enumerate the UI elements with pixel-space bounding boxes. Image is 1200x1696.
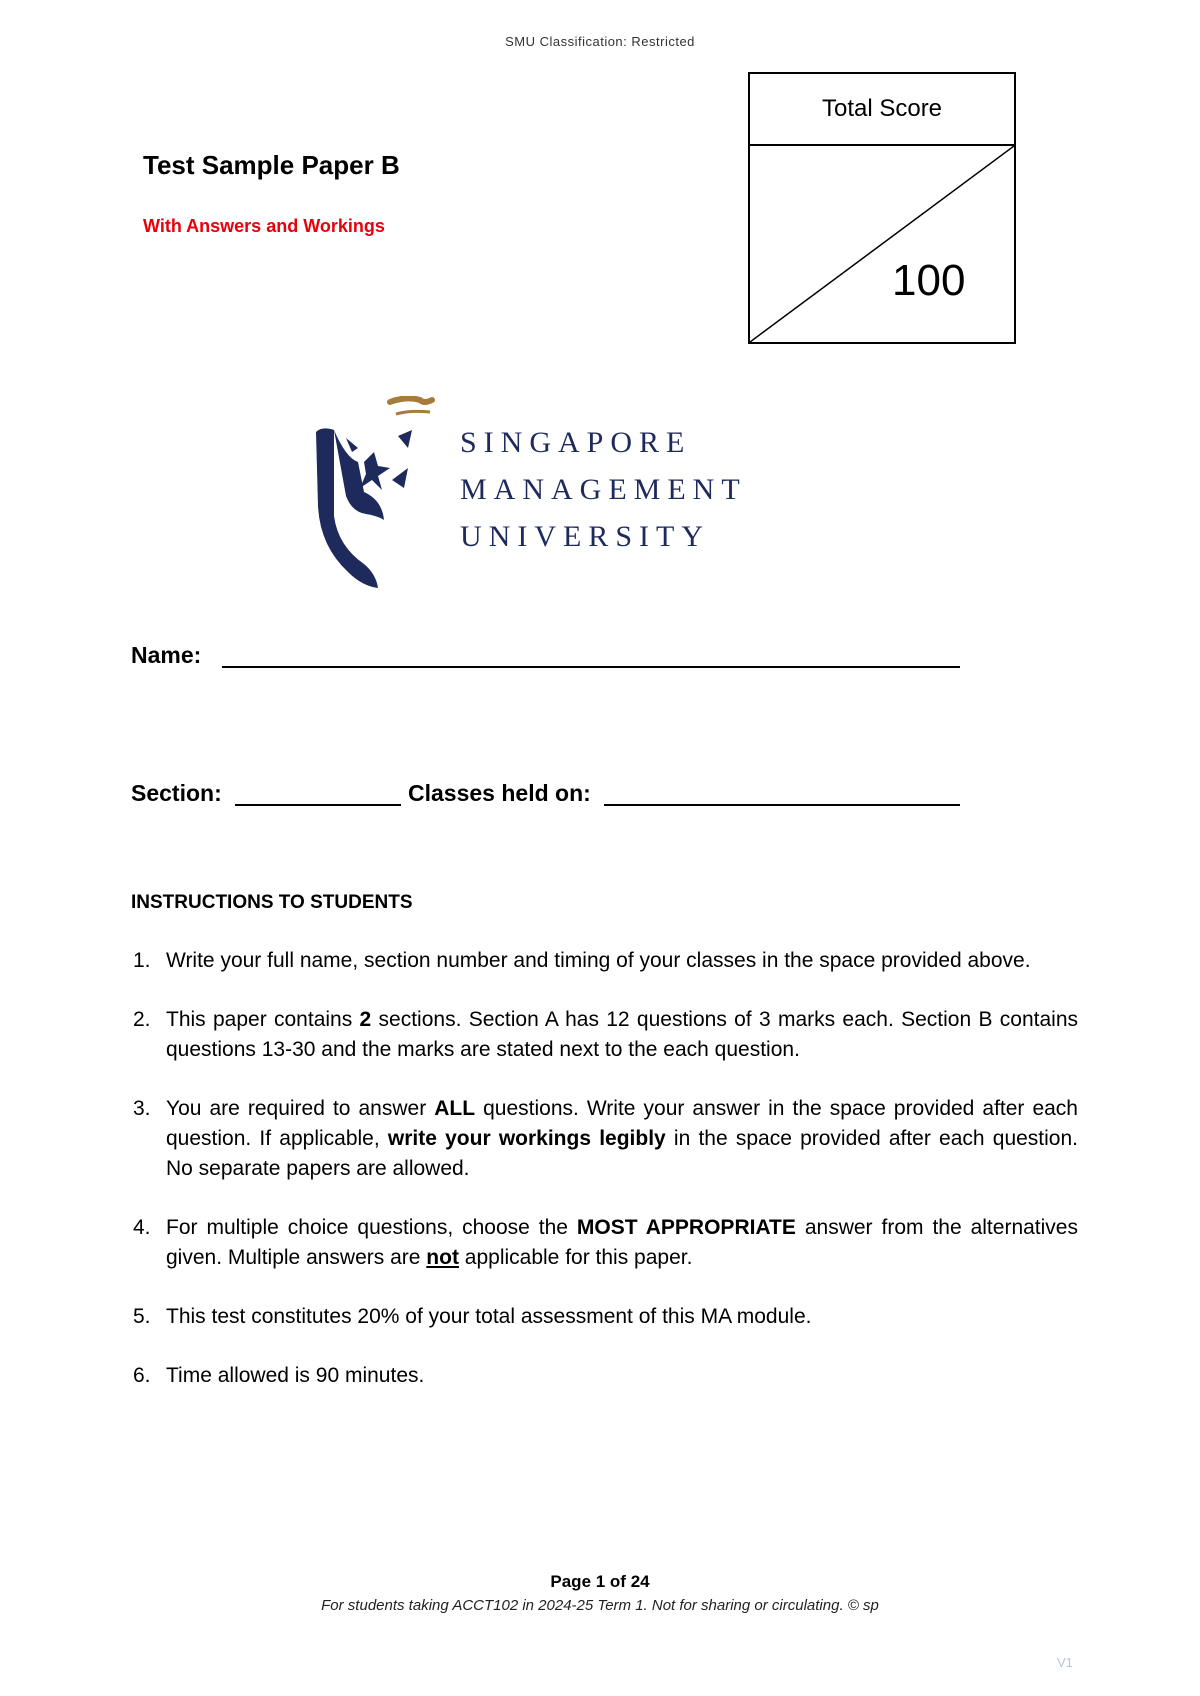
page-number: Page 1 of 24 bbox=[550, 1572, 650, 1591]
section-field[interactable] bbox=[235, 804, 401, 806]
instruction-item bbox=[133, 1213, 1078, 1273]
instruction-text: in the space provided after each question. No separate papers are allowed. bbox=[166, 1127, 1079, 1180]
name-field[interactable] bbox=[222, 666, 960, 668]
smu-logo bbox=[312, 396, 782, 592]
instruction-item bbox=[133, 946, 1078, 976]
section-label: Section: bbox=[131, 780, 222, 806]
total-score-box bbox=[748, 72, 1016, 344]
instruction-text: applicable for this paper. bbox=[458, 1246, 693, 1269]
total-score-value: 100 bbox=[892, 256, 966, 305]
instruction-text: Write your full name, section number and timing of your classes in the space provided above. bbox=[166, 949, 1031, 972]
instruction-text: 2 bbox=[359, 1008, 372, 1031]
smu-crest-icon bbox=[312, 396, 442, 592]
instruction-item bbox=[133, 1005, 1078, 1065]
instruction-item bbox=[133, 1302, 1078, 1332]
instruction-number: 3. bbox=[133, 1097, 151, 1120]
instruction-number: 2. bbox=[133, 1008, 151, 1031]
instruction-text: Time allowed is 90 minutes. bbox=[166, 1364, 425, 1387]
instruction-text: You are required to answer bbox=[166, 1097, 435, 1120]
instruction-item bbox=[133, 1094, 1079, 1184]
classes-held-label: Classes held on: bbox=[408, 780, 591, 806]
instruction-text: This test constitutes 20% of your total assessment of this MA module. bbox=[166, 1305, 812, 1328]
instruction-text: This paper contains bbox=[166, 1008, 360, 1031]
instruction-text: sections. Section A has 12 questions of 3 marks each. Section B contains questions 13-30 and the marks are stated next to the each question. bbox=[166, 1008, 1078, 1061]
instruction-text: ALL bbox=[434, 1097, 476, 1120]
instruction-number: 4. bbox=[133, 1216, 151, 1239]
classes-held-field[interactable] bbox=[604, 804, 960, 806]
logo-text-line3: UNIVERSITY bbox=[460, 520, 710, 553]
instruction-number: 1. bbox=[133, 949, 151, 972]
classification-label: SMU Classification: Restricted bbox=[505, 34, 695, 49]
instruction-number: 5. bbox=[133, 1305, 151, 1328]
instructions-list bbox=[133, 946, 1079, 1420]
instruction-text: write your workings legibly bbox=[387, 1127, 666, 1150]
instruction-number: 6. bbox=[133, 1364, 151, 1387]
total-score-label: Total Score bbox=[750, 74, 1014, 146]
logo-text-line2: MANAGEMENT bbox=[460, 473, 747, 506]
instruction-text: answer from the alternatives given. Multiple answers are bbox=[166, 1216, 1078, 1269]
logo-text-line1: SINGAPORE bbox=[460, 426, 692, 459]
version-label: V1 bbox=[1057, 1655, 1073, 1670]
instruction-item bbox=[133, 1361, 1078, 1391]
instruction-text: MOST APPROPRIATE bbox=[576, 1216, 796, 1239]
score-diagonal bbox=[750, 146, 1014, 342]
name-label: Name: bbox=[131, 642, 202, 668]
paper-title: Test Sample Paper B bbox=[143, 150, 400, 180]
instruction-text: not bbox=[426, 1246, 459, 1269]
instruction-text: questions. Write your answer in the space provided after each question. If applicable, bbox=[166, 1097, 1078, 1150]
instruction-text: For multiple choice questions, choose the bbox=[166, 1216, 577, 1239]
paper-subtitle: With Answers and Workings bbox=[143, 216, 385, 236]
footer-note: For students taking ACCT102 in 2024-25 Term 1. Not for sharing or circulating. © sp bbox=[321, 1597, 879, 1614]
instructions-heading: INSTRUCTIONS TO STUDENTS bbox=[131, 892, 413, 913]
